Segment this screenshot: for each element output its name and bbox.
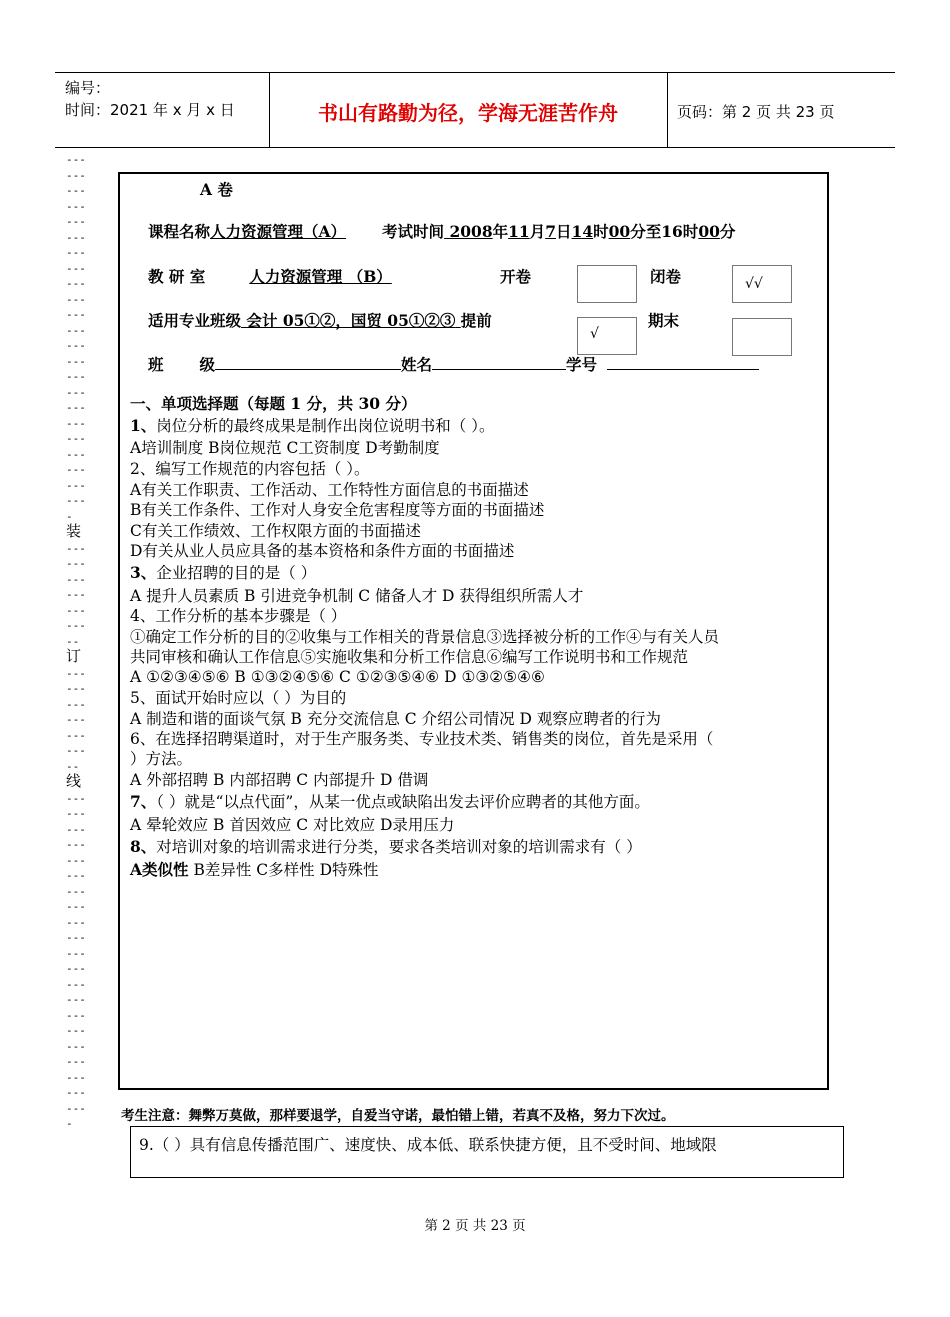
question-line: A ①②③④⑤⑥ B ①③②④⑤⑥ C ①②③⑤④⑥ D ①③②⑤④⑥ xyxy=(130,668,545,686)
question-9: 9.（ ）具有信息传播范围广、速度快、成本低、联系快捷方便，且不受时间、地域限 xyxy=(139,1136,717,1154)
closed-book-label: 闭卷 xyxy=(650,267,682,286)
page-header xyxy=(55,72,895,148)
class-label: 适用专业班级 xyxy=(148,311,242,330)
margin-xian: 线 xyxy=(66,772,82,790)
margin-dashes: --- --- --- --- --- --- --- --- --- --- --- --- --- --- --- --- --- --- --- --- --- --- --- - xyxy=(66,153,86,523)
code-label: 编号： xyxy=(65,79,111,97)
class-field[interactable] xyxy=(215,353,401,370)
early-mark: √ xyxy=(590,326,599,342)
id-label: 学号 xyxy=(566,355,598,374)
open-book-checkbox[interactable] xyxy=(577,265,637,303)
margin-dashes: --- --- --- --- --- --- -- xyxy=(66,541,86,648)
header-meta xyxy=(65,77,235,121)
margin-dashes: --- --- --- --- --- --- --- --- --- --- --- --- --- --- --- --- --- --- --- --- --- - xyxy=(66,791,86,1130)
closed-book-checkbox[interactable] xyxy=(732,265,792,303)
question-line: A培训制度 B岗位规范 C工资制度 D考勤制度 xyxy=(130,439,440,457)
ban-label: 班 xyxy=(148,355,164,374)
course-name: 人力资源管理（A） xyxy=(210,222,347,241)
question-line: 7、（ ）就是“以点代面”，从某一优点或缺陷出发去评价应聘者的其他方面。 xyxy=(130,792,650,811)
closed-book-mark: √√ xyxy=(745,276,763,292)
question-line: B有关工作条件、工作对人身安全危害程度等方面的书面描述 xyxy=(130,501,545,519)
question-line: A 制造和谐的面谈气氛 B 充分交流信息 C 介绍公司情况 D 观察应聘者的行为 xyxy=(130,710,661,728)
open-book-label: 开卷 xyxy=(500,267,532,286)
question-line: 5、面试开始时应以（ ）为目的 xyxy=(130,689,347,707)
time-label: 时间：2021 年 x 月 x 日 xyxy=(65,101,235,119)
section-title: 一、单项选择题（每题 1 分，共 30 分） xyxy=(130,394,417,413)
dept-name: 人力资源管理 （B） xyxy=(249,267,392,286)
question-line: ）方法。 xyxy=(130,750,193,768)
question-line: A 提升人员素质 B 引进竞争机制 C 储备人才 D 获得组织所需人才 xyxy=(130,587,584,605)
course-row: 课程名称人力资源管理（A） 考试时间 2008年11月7日14时00分至16时00分 xyxy=(148,222,736,241)
student-row xyxy=(148,353,759,375)
header-page-number: 页码：第 2 页 共 23 页 xyxy=(677,103,835,121)
question-line: A 晕轮效应 B 首因效应 C 对比效应 D录用压力 xyxy=(130,816,455,834)
question-line: 3、企业招聘的目的是（ ） xyxy=(130,563,317,582)
exam-time-label: 考试时间 xyxy=(382,222,445,241)
question-line: ①确定工作分析的目的②收集与工作相关的背景信息③选择被分析的工作④与有关人员 xyxy=(130,628,720,646)
question-line: 1、岗位分析的最终成果是制作出岗位说明书和（ ）。 xyxy=(130,416,495,435)
header-motto: 书山有路勤为径，学海无涯苦作舟 xyxy=(318,101,618,125)
final-checkbox[interactable] xyxy=(732,318,792,356)
student-notice: 考生注意：舞弊万莫做，那样要退学，自爱当守诺，最怕错上错，若真不及格，努力下次过。 xyxy=(121,1108,675,1124)
question-line: A类似性 B差异性 C多样性 D特殊性 xyxy=(130,860,379,879)
question-line: 8、对培训对象的培训需求进行分类，要求各类培训对象的培训需求有（ ） xyxy=(130,837,642,856)
exam-year: 2008 xyxy=(449,222,493,241)
dept-row xyxy=(148,265,462,287)
question-line: 共同审核和确认工作信息⑤实施收集和分析工作信息⑥编写工作说明书和工作规范 xyxy=(130,648,689,666)
question-line: 6、在选择招聘渠道时，对于生产服务类、专业技术类、销售类的岗位，首先是采用（ xyxy=(130,730,714,748)
dept-label: 教 研 室 xyxy=(148,267,206,286)
margin-ding: 订 xyxy=(66,647,82,665)
question-line: A 外部招聘 B 内部招聘 C 内部提升 D 借调 xyxy=(130,771,429,789)
binding-margin xyxy=(66,152,94,1132)
margin-dashes: --- --- --- --- --- --- -- xyxy=(66,666,86,773)
paper-label: A 卷 xyxy=(200,180,233,199)
question-line: D有关从业人员应具备的基本资格和条件方面的书面描述 xyxy=(130,542,515,560)
class-row xyxy=(148,309,492,331)
ji-label: 级 xyxy=(199,355,216,374)
question-line: 4、工作分析的基本步骤是（ ） xyxy=(130,607,347,625)
early-label: 提前 xyxy=(460,311,492,330)
course-label: 课程名称 xyxy=(148,222,211,241)
continued-question-box xyxy=(130,1126,844,1178)
question-line: 2、编写工作规范的内容包括（ ）。 xyxy=(130,460,370,478)
name-field[interactable] xyxy=(432,353,566,370)
margin-zhuang: 装 xyxy=(66,522,82,540)
question-line: C有关工作绩效、工作权限方面的书面描述 xyxy=(130,522,421,540)
page-footer: 第 2 页 共 23 页 xyxy=(424,1218,526,1234)
name-label: 姓名 xyxy=(401,355,433,374)
class-name: 会计 05①②，国贸 05①②③ xyxy=(246,311,456,330)
question-line: A有关工作职责、工作活动、工作特性方面信息的书面描述 xyxy=(130,481,529,499)
early-checkbox[interactable] xyxy=(577,317,637,355)
id-field[interactable] xyxy=(607,353,759,370)
header-divider xyxy=(667,73,668,147)
final-label: 期末 xyxy=(648,311,680,330)
